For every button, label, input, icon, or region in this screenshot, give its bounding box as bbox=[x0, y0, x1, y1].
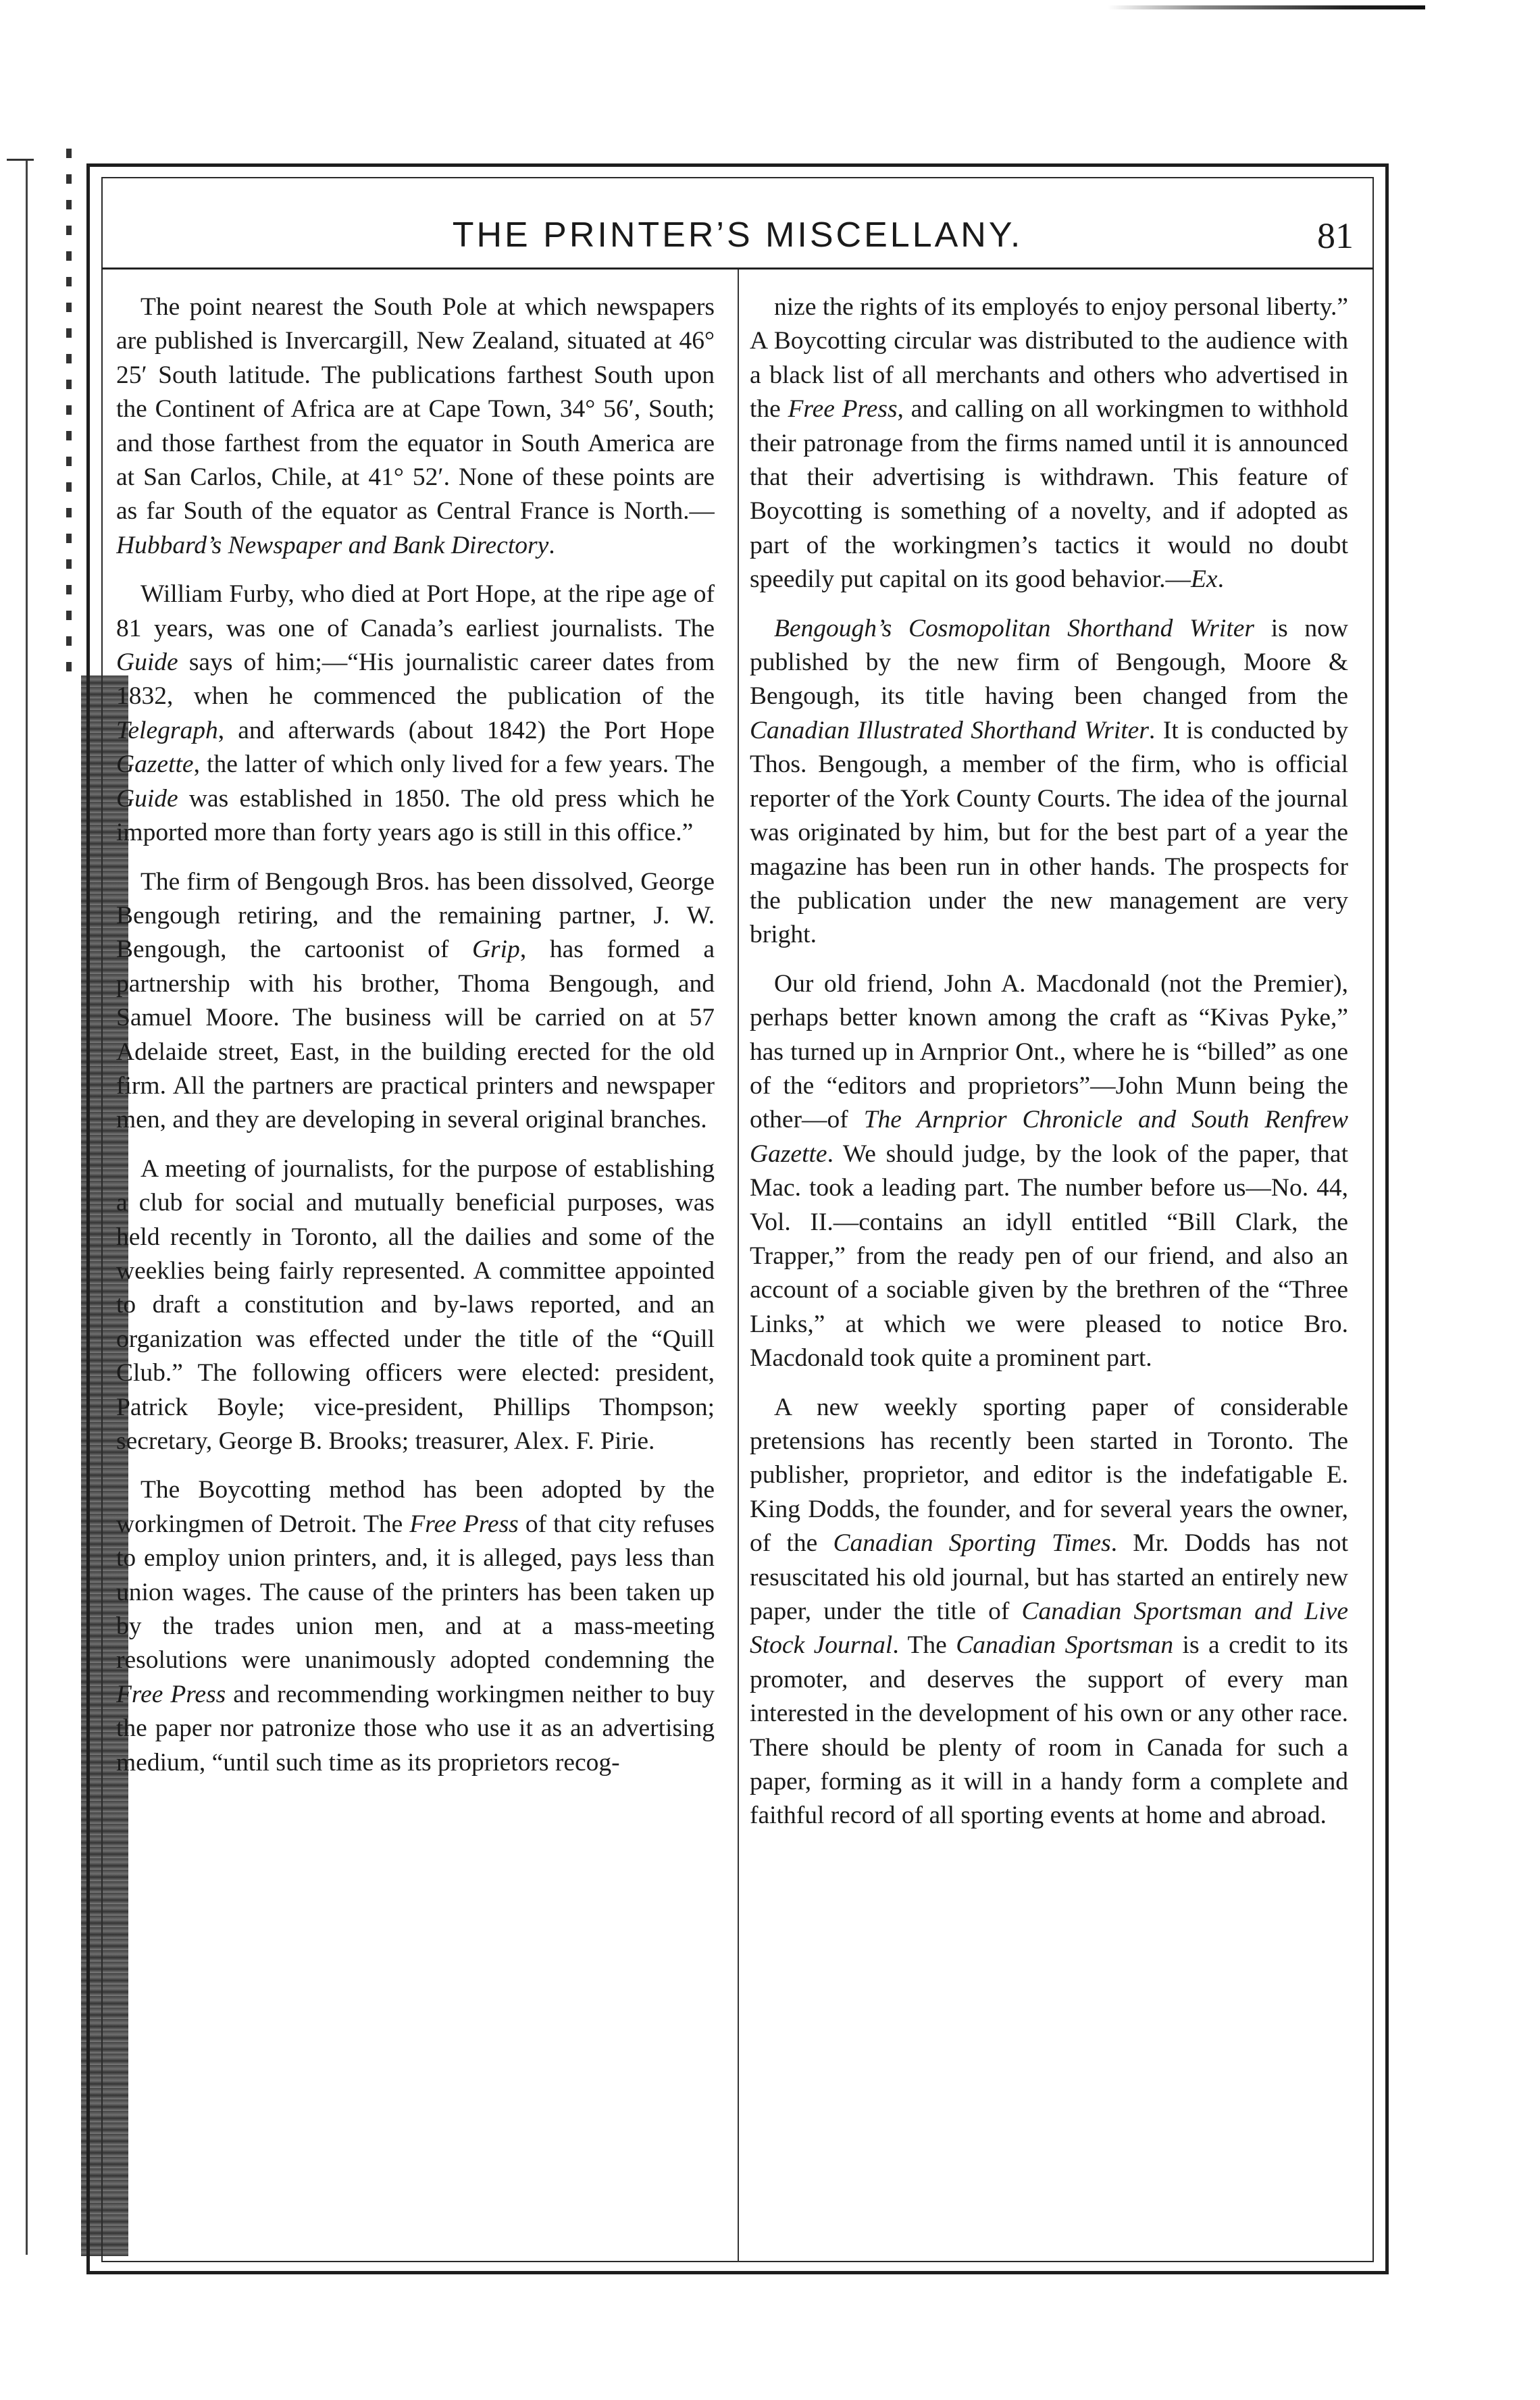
text-run: nize the rights of its employés to enjoy personal liberty.” A Boycotting circular was distributed to the audience with a black list of all merchants and others who advertised in the bbox=[750, 293, 1348, 424]
text-run: . bbox=[1217, 565, 1224, 594]
text-run: was established in 1850. The old press which he imported more than forty years ago is still in this office.” bbox=[116, 784, 715, 847]
text-run: of that city refuses to employ union printers, and, it is alleged, pays less than union wages. The cause of the printers has been taken up by the trades union men, and at a mass-meeting resolutions were unanimously adopted condemning the bbox=[116, 1510, 715, 1675]
running-head bbox=[101, 215, 1374, 269]
text-run: . The bbox=[892, 1631, 956, 1660]
text-run: , has formed a partnership with his brother, Thoma Bengough, and Samuel Moore. The business will be carried on at 57 Adelaide street, East, in the building erected for the old firm. All the partners are practical printers and newspaper men, and they are developing in several original branches. bbox=[116, 936, 715, 1134]
italic-title-run: Free Press bbox=[788, 395, 898, 424]
italic-title-run: Gazette bbox=[116, 750, 194, 779]
text-run: A meeting of journalists, for the purpose of establishing a club for social and mutually beneficial purposes, was held recently in Toronto, all the dailies and some of the weeklies being fairly represented. A committee appointed to draft a constitution and by-laws reported, and an organization was effected under the title of the “Quill Club.” The following officers were elected: president, Patrick Boyle; vice-president, Phillips Thompson; secretary, George B. Brooks; treasurer, Alex. F. Pirie. bbox=[116, 1154, 715, 1455]
text-run: is now published by the new firm of Bengough, Moore & Bengough, its title having been changed from the bbox=[750, 614, 1348, 711]
article-paragraph bbox=[750, 612, 1348, 952]
text-run: The Boycotting method has been adopted by the workingmen of Detroit. The bbox=[116, 1476, 715, 1538]
italic-title-run: Free Press bbox=[116, 1680, 226, 1708]
italic-title-run: Canadian Sportsman bbox=[956, 1631, 1174, 1660]
text-run: . Mr. Dodds has not resuscitated his old journal, but has started an entirely new paper, under the title of bbox=[750, 1529, 1348, 1626]
text-run: is a credit to its promoter, and deserves the support of every man interested in the development of his own or any other race. There should be plenty of room in Canada for such a paper, forming as it will in a handy form a complete and faithful record of all sporting events at home and abroad. bbox=[750, 1631, 1348, 1830]
article-paragraph bbox=[116, 1473, 715, 1780]
binding-edge-dots bbox=[66, 149, 72, 675]
left-column bbox=[116, 290, 715, 2249]
italic-title-run: Guide bbox=[116, 648, 178, 677]
text-run: . It is conducted by Thos. Bengough, a member of the firm, who is official reporter of the York County Courts. The idea of the journal was originated by him, but for the best part of a year the magazine has been run in other hands. The prospects for the publication under the new management are very bright. bbox=[750, 716, 1348, 949]
italic-title-run: Bengough’s Cosmopolitan Shorthand Writer bbox=[774, 614, 1254, 642]
top-edge-rule bbox=[1108, 5, 1425, 9]
italic-title-run: Guide bbox=[116, 784, 178, 813]
text-run: William Furby, who died at Port Hope, at the ripe age of 81 years, was one of Canada’s earliest journalists. The bbox=[116, 580, 715, 642]
italic-title-run: Canadian Sporting Times bbox=[833, 1529, 1111, 1558]
italic-title-run: Ex bbox=[1191, 565, 1218, 594]
article-paragraph bbox=[116, 865, 715, 1138]
article-paragraph bbox=[750, 1391, 1348, 1833]
article-paragraph bbox=[116, 578, 715, 850]
article-paragraph bbox=[750, 290, 1348, 597]
italic-title-run: Canadian Illustrated Shorthand Writer bbox=[750, 716, 1149, 744]
text-run: , and calling on all workingmen to withhold their patronage from the firms named until it is announced that their advertising is withdrawn. This feature of Boycotting is something of a novelty, and if adopted as part of the workingmen’s tactics it would no doubt speedily put capital on its good behavior.— bbox=[750, 395, 1348, 594]
page-number: 81 bbox=[1317, 215, 1354, 256]
italic-title-run: Canadian Sportsman and Live Stock Journal bbox=[750, 1598, 1348, 1660]
italic-title-run: The Arnprior Chronicle and South Renfrew Gazette bbox=[750, 1106, 1348, 1168]
text-run: , and afterwards (about 1842) the Port Hope bbox=[217, 716, 715, 744]
margin-line bbox=[26, 161, 28, 2255]
text-run: and recommending workingmen neither to buy the paper nor patronize those who use it as an advertising medium, “until such time as its proprietors recog- bbox=[116, 1680, 715, 1777]
italic-title-run: Grip bbox=[471, 936, 520, 964]
text-run: . We should judge, by the look of the paper, that Mac. took a leading part. The number before us—No. 44, Vol. II.—contains an idyll entitled “Bill Clark, the Trapper,” from the ready pen of our friend, and also an account of a sociable given by the brethren of the “Three Links,” at which we were pleased to notice Bro. Macdonald took quite a prominent part. bbox=[750, 1140, 1348, 1373]
italic-title-run: Hubbard’s Newspaper and Bank Directory bbox=[116, 531, 549, 559]
column-divider bbox=[738, 270, 739, 2262]
article-paragraph bbox=[116, 1152, 715, 1459]
text-run: . bbox=[548, 531, 555, 559]
margin-tick-mark bbox=[7, 159, 34, 161]
italic-title-run: Telegraph bbox=[116, 716, 218, 744]
text-run: A new weekly sporting paper of considerable pretensions has recently been started in Toronto. The publisher, proprietor, and editor is the indefatigable E. King Dodds, the founder, and for several years the owner, of the bbox=[750, 1393, 1348, 1558]
article-paragraph bbox=[116, 290, 715, 563]
text-run: Our old friend, John A. Macdonald (not the Premier), perhaps better known among the craft as “Kivas Pyke,” has turned up in Arnprior Ont., where he is “billed” as one of the “editors and proprietors”—John Munn being the other—of bbox=[750, 969, 1348, 1134]
italic-title-run: Free Press bbox=[409, 1510, 519, 1538]
text-run: , the latter of which only lived for a few years. The bbox=[193, 750, 715, 779]
article-paragraph bbox=[750, 967, 1348, 1376]
text-run: The firm of Bengough Bros. has been dissolved, George Bengough retiring, and the remaining partner, J. W. Bengough, the cartoonist of bbox=[116, 867, 715, 964]
text-run: The point nearest the South Pole at which newspapers are published is Invercargill, New Zealand, situated at 46° 25′ South latitude. The publications farthest South upon the Continent of Africa are at Cape Town, 34° 56′, South; and those farthest from the equator in South America are at San Carlos, Chile, at 41° 52′. None of these points are as far South of the equator as Central France is North.— bbox=[116, 293, 715, 526]
right-column bbox=[750, 290, 1348, 2249]
running-title: THE PRINTER’S MISCELLANY. bbox=[452, 215, 1023, 255]
text-run: says of him;—“His journalistic career dates from 1832, when he commenced the publication of the bbox=[116, 648, 715, 711]
